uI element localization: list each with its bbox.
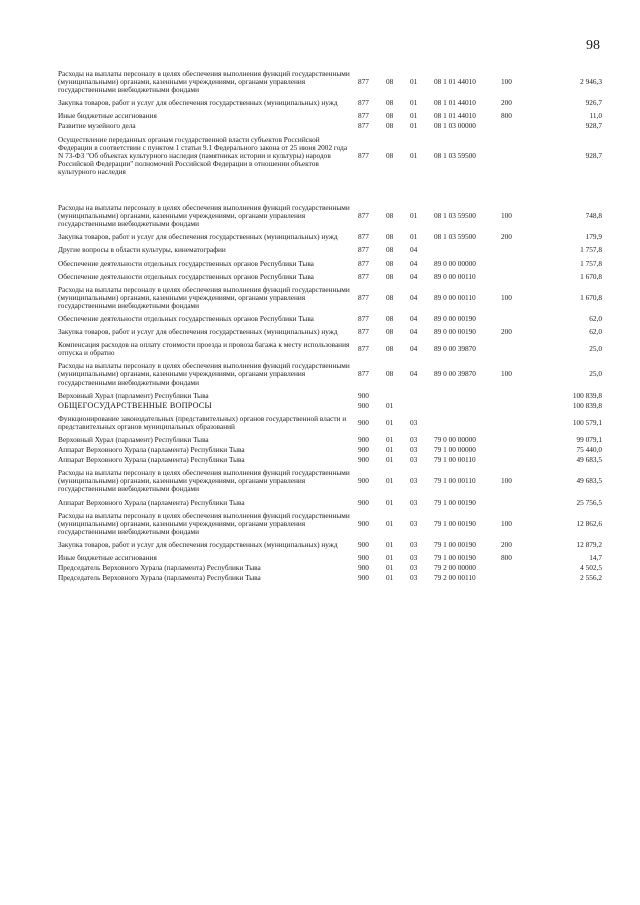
- target-item-code: 08 1 03 00000: [434, 121, 476, 131]
- table-row: [58, 328, 602, 336]
- amount: 62,0: [589, 313, 602, 323]
- subsection-code: 01: [410, 111, 418, 121]
- subsection-code: 01: [410, 150, 418, 160]
- expense-name: Развитие музейного дела: [58, 121, 136, 131]
- amount: 25 756,5: [576, 497, 602, 507]
- amount: 99 079,1: [576, 435, 602, 444]
- subsection-code: 01: [410, 211, 418, 221]
- expense-type-code: 100: [501, 369, 512, 379]
- section-code: 08: [386, 77, 394, 87]
- amount: 75 440,0: [576, 445, 602, 455]
- subsection-code: 03: [410, 445, 418, 455]
- section-code: 01: [386, 539, 394, 549]
- target-item-code: 08 1 01 44010: [434, 98, 476, 108]
- expense-type-code: 100: [501, 77, 512, 87]
- subsection-code: 04: [410, 327, 418, 337]
- expense-name: Закупка товаров, работ и услуг для обеспечения государственных (муниципальных) нужд: [58, 98, 338, 108]
- expense-type-code: 800: [501, 111, 512, 121]
- table-row: [58, 260, 602, 268]
- target-item-code: 79 1 00 00190: [434, 553, 476, 563]
- section-code: 08: [386, 369, 394, 379]
- amount: 14,7: [589, 553, 602, 563]
- subsection-code: 04: [410, 258, 418, 268]
- section-code: 01: [386, 445, 394, 455]
- target-item-code: 08 1 03 59500: [434, 150, 476, 160]
- admin-code: 877: [358, 245, 369, 255]
- target-item-code: 08 1 01 44010: [434, 111, 476, 121]
- admin-code: 877: [358, 327, 369, 337]
- admin-code: 877: [358, 232, 369, 242]
- table-row: [58, 122, 602, 130]
- section-code: 08: [386, 121, 394, 131]
- admin-code: 900: [358, 455, 369, 465]
- subsection-code: 04: [410, 344, 418, 354]
- target-item-code: 79 1 00 00110: [434, 476, 476, 486]
- target-item-code: 79 1 00 00190: [434, 518, 476, 528]
- amount: 179,9: [585, 232, 602, 242]
- target-item-code: 08 1 03 59500: [434, 211, 476, 221]
- table-row: [58, 233, 602, 241]
- expense-name: Осуществление переданных органам государственной власти субъектов Российской Федерации в соответствии с пунктом 1 статьи 9.1 Федерального закона от 25 июня 2002 года N 73-ФЗ "Об объектах культурного наследия (памятниках истории и культуры) народов Российской Федерации" полномочий Российской Федерации в отношении объектов культурного наследия: [58, 134, 348, 176]
- section-code: 01: [386, 497, 394, 507]
- subsection-code: 01: [410, 121, 418, 131]
- amount: 928,7: [585, 150, 602, 160]
- table-row: [58, 564, 602, 572]
- target-item-code: 79 2 00 00000: [434, 563, 476, 573]
- section-code: 01: [386, 573, 394, 583]
- amount: 1 757,8: [580, 258, 602, 268]
- amount: 12 879,2: [576, 539, 602, 549]
- target-item-code: 79 1 00 00110: [434, 455, 476, 465]
- table-row: [58, 286, 602, 310]
- section-code: 08: [386, 344, 394, 354]
- target-item-code: 79 1 00 00190: [434, 539, 476, 549]
- expense-name: Другие вопросы в области культуры, кинематографии: [58, 245, 226, 255]
- subsection-code: 03: [410, 435, 418, 444]
- target-item-code: 89 0 00 39870: [434, 369, 476, 379]
- admin-code: 877: [358, 77, 369, 87]
- expense-name: Обеспечение деятельности отдельных государственных органов Республики Тыва: [58, 313, 314, 323]
- admin-code: 900: [358, 497, 369, 507]
- amount: 928,7: [585, 121, 602, 131]
- section-code: 08: [386, 258, 394, 268]
- subsection-code: 03: [410, 563, 418, 573]
- amount: 49 683,5: [576, 455, 602, 465]
- admin-code: 900: [358, 435, 369, 444]
- section-code: 01: [386, 417, 394, 427]
- target-item-code: 89 0 00 00110: [434, 292, 476, 302]
- table-row: [58, 446, 602, 454]
- target-item-code: 89 0 00 00110: [434, 271, 476, 281]
- expense-name: Расходы на выплаты персоналу в целях обеспечения выполнения функций государственными (муниципальными) органами, казенными учреждениями, органами управления государственными внебюджетными фондами: [58, 69, 350, 95]
- target-item-code: 89 0 00 00190: [434, 313, 476, 323]
- amount: 1 757,8: [580, 245, 602, 255]
- subsection-code: 04: [410, 245, 418, 255]
- budget-table: [58, 70, 602, 584]
- amount: 4 502,5: [580, 563, 602, 573]
- amount: 25,0: [589, 369, 602, 379]
- amount: 25,0: [589, 344, 602, 354]
- table-row: [58, 436, 602, 444]
- subsection-code: 01: [410, 98, 418, 108]
- expense-name: Иные бюджетные ассигнования: [58, 111, 157, 121]
- subsection-code: 03: [410, 497, 418, 507]
- admin-code: 900: [358, 518, 369, 528]
- section-code: 01: [386, 435, 394, 444]
- expense-type-code: 100: [501, 292, 512, 302]
- expense-type-code: 200: [501, 98, 512, 108]
- expense-name: Председатель Верховного Хурала (парламента) Республики Тыва: [58, 573, 261, 583]
- expense-name: Верховный Хурал (парламент) Республики Тыва: [58, 390, 209, 400]
- expense-name: Расходы на выплаты персоналу в целях обеспечения выполнения функций государственными (муниципальными) органами, казенными учреждениями, органами управления государственными внебюджетными фондами: [58, 284, 350, 310]
- expense-name: Расходы на выплаты персоналу в целях обеспечения выполнения функций государственными (муниципальными) органами, казенными учреждениями, органами управления государственными внебюджетными фондами: [58, 510, 350, 536]
- target-item-code: 79 2 00 00110: [434, 573, 476, 583]
- amount: 1 670,8: [580, 292, 602, 302]
- section-code: 08: [386, 111, 394, 121]
- table-row: [58, 541, 602, 549]
- section-code: 08: [386, 245, 394, 255]
- subsection-code: 04: [410, 369, 418, 379]
- admin-code: 900: [358, 573, 369, 583]
- admin-code: 877: [358, 150, 369, 160]
- table-row: [58, 315, 602, 323]
- expense-name: Верховный Хурал (парламент) Республики Тыва: [58, 435, 209, 444]
- amount: 49 683,5: [576, 476, 602, 486]
- admin-code: 877: [358, 121, 369, 131]
- admin-code: 877: [358, 292, 369, 302]
- expense-type-code: 800: [501, 553, 512, 563]
- section-code: 08: [386, 232, 394, 242]
- section-code: 08: [386, 327, 394, 337]
- expense-name: Аппарат Верховного Хурала (парламента) Республики Тыва: [58, 497, 245, 507]
- expense-type-code: 200: [501, 539, 512, 549]
- table-row: [58, 204, 602, 228]
- expense-name: Компенсация расходов на оплату стоимости проезда и провоза багажа к месту использования отпуска и обратно: [58, 340, 350, 358]
- target-item-code: 79 1 00 00000: [434, 445, 476, 455]
- admin-code: 900: [358, 417, 369, 427]
- table-row: [58, 456, 602, 464]
- subsection-code: 03: [410, 417, 418, 427]
- target-item-code: 08 1 01 44010: [434, 77, 476, 87]
- amount: 11,0: [589, 111, 602, 121]
- subsection-code: 04: [410, 313, 418, 323]
- amount: 12 862,6: [576, 518, 602, 528]
- table-row: [58, 512, 602, 536]
- expense-name: Закупка товаров, работ и услуг для обеспечения государственных (муниципальных) нужд: [58, 539, 338, 549]
- target-item-code: 79 0 00 00000: [434, 435, 476, 444]
- subsection-code: 04: [410, 271, 418, 281]
- section-code: 08: [386, 211, 394, 221]
- table-row: [58, 246, 602, 254]
- table-row: [58, 469, 602, 493]
- expense-name: Обеспечение деятельности отдельных государственных органов Республики Тыва: [58, 258, 314, 268]
- section-code: 08: [386, 271, 394, 281]
- expense-name: Закупка товаров, работ и услуг для обеспечения государственных (муниципальных) нужд: [58, 327, 338, 337]
- amount: 748,8: [585, 211, 602, 221]
- admin-code: 877: [358, 313, 369, 323]
- admin-code: 877: [358, 111, 369, 121]
- section-code: 08: [386, 292, 394, 302]
- expense-name: Функционирование законодательных (представительных) органов государственной власти и представительных органов муниципальных образований: [58, 413, 347, 431]
- section-code: 08: [386, 313, 394, 323]
- amount: 100 839,8: [572, 390, 602, 400]
- subsection-code: 03: [410, 455, 418, 465]
- admin-code: 877: [358, 369, 369, 379]
- expense-name: Аппарат Верховного Хурала (парламента) Республики Тыва: [58, 445, 245, 455]
- amount: 1 670,8: [580, 271, 602, 281]
- table-row: [58, 415, 602, 431]
- admin-code: 877: [358, 98, 369, 108]
- section-code: 01: [386, 563, 394, 573]
- expense-name: Расходы на выплаты персоналу в целях обеспечения выполнения функций государственными (муниципальными) органами, казенными учреждениями, органами управления государственными внебюджетными фондами: [58, 361, 350, 387]
- target-item-code: 89 0 00 00190: [434, 327, 476, 337]
- section-code: 01: [386, 518, 394, 528]
- table-row: [58, 70, 602, 94]
- target-item-code: 08 1 03 59500: [434, 232, 476, 242]
- table-row: [58, 273, 602, 281]
- admin-code: 877: [358, 344, 369, 354]
- page-number: 98: [586, 38, 600, 53]
- expense-name: ОБЩЕГОСУДАРСТВЕННЫЕ ВОПРОСЫ: [58, 400, 212, 410]
- table-row: [58, 554, 602, 562]
- table-row: [58, 112, 602, 120]
- admin-code: 877: [358, 271, 369, 281]
- admin-code: 900: [358, 539, 369, 549]
- expense-name: Расходы на выплаты персоналу в целях обеспечения выполнения функций государственными (муниципальными) органами, казенными учреждениями, органами управления государственными внебюджетными фондами: [58, 203, 350, 229]
- subsection-code: 03: [410, 553, 418, 563]
- expense-type-code: 200: [501, 327, 512, 337]
- table-row: [58, 499, 602, 507]
- table-row: [58, 574, 602, 582]
- amount: 926,7: [585, 98, 602, 108]
- amount: 2 556,2: [580, 573, 602, 583]
- expense-name: Расходы на выплаты персоналу в целях обеспечения выполнения функций государственными (муниципальными) органами, казенными учреждениями, органами управления государственными внебюджетными фондами: [58, 468, 350, 494]
- amount: 100 579,1: [572, 417, 602, 427]
- table-row: [58, 362, 602, 386]
- table-row: [58, 341, 602, 357]
- table-row: [58, 136, 602, 176]
- admin-code: 900: [358, 400, 369, 410]
- subsection-code: 03: [410, 573, 418, 583]
- section-code: 01: [386, 455, 394, 465]
- expense-name: Обеспечение деятельности отдельных государственных органов Республики Тыва: [58, 271, 314, 281]
- admin-code: 900: [358, 390, 369, 400]
- subsection-code: 01: [410, 232, 418, 242]
- expense-type-code: 100: [501, 211, 512, 221]
- subsection-code: 03: [410, 539, 418, 549]
- amount: 100 839,8: [572, 400, 602, 410]
- admin-code: 900: [358, 476, 369, 486]
- amount: 2 946,3: [580, 77, 602, 87]
- target-item-code: 89 0 00 39870: [434, 344, 476, 354]
- target-item-code: 79 1 00 00190: [434, 497, 476, 507]
- expense-name: Председатель Верховного Хурала (парламента) Республики Тыва: [58, 563, 261, 573]
- subsection-code: 04: [410, 292, 418, 302]
- admin-code: 900: [358, 445, 369, 455]
- expense-name: Аппарат Верховного Хурала (парламента) Республики Тыва: [58, 455, 245, 465]
- target-item-code: 89 0 00 00000: [434, 258, 476, 268]
- subsection-code: 03: [410, 476, 418, 486]
- expense-type-code: 100: [501, 476, 512, 486]
- subsection-code: 01: [410, 77, 418, 87]
- expense-name: Иные бюджетные ассигнования: [58, 553, 157, 563]
- admin-code: 877: [358, 258, 369, 268]
- expense-name: Закупка товаров, работ и услуг для обеспечения государственных (муниципальных) нужд: [58, 232, 338, 242]
- section-code: 01: [386, 553, 394, 563]
- admin-code: 900: [358, 563, 369, 573]
- table-row: [58, 392, 602, 400]
- expense-type-code: 200: [501, 232, 512, 242]
- expense-type-code: 100: [501, 518, 512, 528]
- subsection-code: 03: [410, 518, 418, 528]
- section-code: 08: [386, 98, 394, 108]
- amount: 62,0: [589, 327, 602, 337]
- admin-code: 900: [358, 553, 369, 563]
- section-code: 08: [386, 150, 394, 160]
- section-code: 01: [386, 400, 394, 410]
- section-code: 01: [386, 476, 394, 486]
- table-row: [58, 99, 602, 107]
- admin-code: 877: [358, 211, 369, 221]
- table-row: [58, 402, 602, 410]
